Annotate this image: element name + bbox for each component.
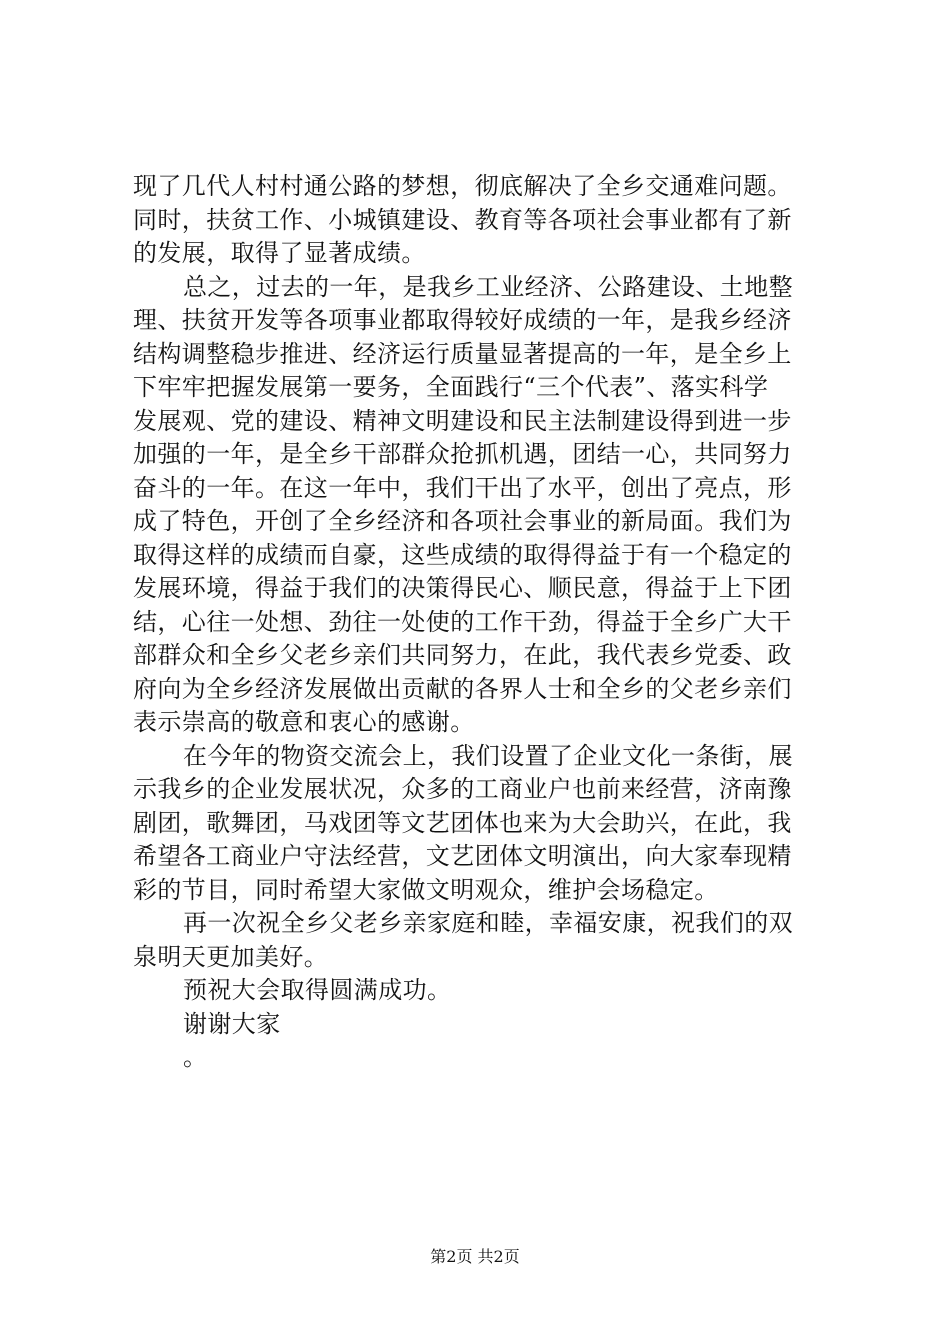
text-line: 理、扶贫开发等各项事业都取得较好成绩的一年，是我乡经济 xyxy=(133,306,792,334)
text-line: 现了几代人村村通公路的梦想，彻底解决了全乡交通难问题。 xyxy=(133,172,792,200)
closing-punctuation: 。 xyxy=(183,1043,208,1071)
paragraph-first-line: 在今年的物资交流会上，我们设置了企业文化一条街，展 xyxy=(183,741,793,770)
text-line: 彩的节目，同时希望大家做文明观众，维护会场稳定。 xyxy=(133,875,719,904)
text-line: 的发展，取得了显著成绩。 xyxy=(133,239,426,267)
text-line: 示我乡的企业发展状况，众多的工商业户也前来经营，济南豫 xyxy=(133,775,792,803)
text-line: 结，心往一处想、劲往一处使的工作干劲，得益于全乡广大干 xyxy=(133,607,792,636)
text-line: 同时，扶贫工作、小城镇建设、教育等各项社会事业都有了新 xyxy=(133,205,792,234)
text-line: 下牢牢把握发展第一要务，全面践行“三个代表”、落实科学 xyxy=(133,373,769,401)
paragraph-first-line: 总之，过去的一年，是我乡工业经济、公路建设、土地整 xyxy=(183,272,793,301)
page-number-footer: 第2页 共2页 xyxy=(430,1247,520,1266)
paragraph-first-line: 再一次祝全乡父老乡亲家庭和睦，幸福安康，祝我们的双 xyxy=(183,909,793,937)
text-line: 泉明天更加美好。 xyxy=(133,942,329,971)
paragraph-first-line: 预祝大会取得圆满成功。 xyxy=(183,976,452,1004)
text-line: 府向为全乡经济发展做出贡献的各界人士和全乡的父老乡亲们 xyxy=(133,674,792,703)
text-line: 加强的一年，是全乡干部群众抢抓机遇，团结一心，共同努力 xyxy=(133,440,792,468)
paragraph-first-line: 谢谢大家 xyxy=(183,1009,281,1038)
text-line: 发展观、党的建设、精神文明建设和民主法制建设得到进一步 xyxy=(133,406,792,435)
document-body xyxy=(133,170,823,1075)
text-line: 表示崇高的敬意和衷心的感谢。 xyxy=(133,708,475,736)
text-line: 奋斗的一年。在这一年中，我们干出了水平，创出了亮点，形 xyxy=(133,473,792,502)
text-line: 取得这样的成绩而自豪，这些成绩的取得得益于有一个稳定的 xyxy=(133,540,792,569)
text-line: 成了特色，开创了全乡经济和各项社会事业的新局面。我们为 xyxy=(133,507,792,535)
text-line: 结构调整稳步推进、经济运行质量显著提高的一年，是全乡上 xyxy=(133,339,792,368)
text-line: 希望各工商业户守法经营，文艺团体文明演出，向大家奉现精 xyxy=(133,842,792,870)
text-line: 部群众和全乡父老乡亲们共同努力，在此，我代表乡党委、政 xyxy=(133,641,792,669)
text-line: 剧团，歌舞团，马戏团等文艺团体也来为大会助兴，在此，我 xyxy=(133,808,792,837)
text-line: 发展环境，得益于我们的决策得民心、顺民意，得益于上下团 xyxy=(133,574,792,602)
